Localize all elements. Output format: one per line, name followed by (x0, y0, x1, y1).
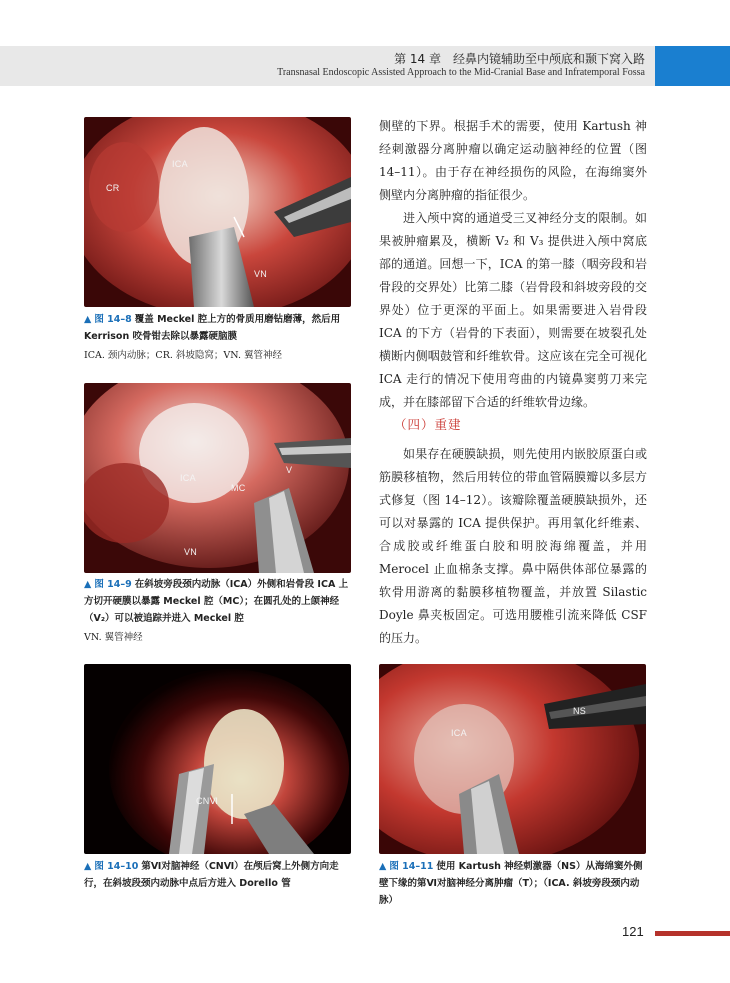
caption-text: 覆盖 Meckel 腔上方的骨质用磨钻磨薄，然后用 Kerrison 咬骨钳去除以暴露硬脑膜 (84, 314, 341, 342)
fig9-label-vn: VN (184, 547, 198, 557)
caption-triangle-icon: ▲ (84, 314, 92, 325)
caption-text: 在斜坡旁段颈内动脉（ICA）外侧和岩骨段 ICA 上方切开硬膜以暴露 Meckel 腔（MC）；在圆孔处的上颌神经（V₂）可以被追踪并进入 Meckel 腔 (84, 579, 349, 624)
caption-triangle-icon: ▲ (84, 579, 92, 590)
caption-number: 图 14–11 (389, 861, 434, 872)
chapter-subtitle: Transnasal Endoscopic Assisted Approach to the Mid-Cranial Base and Infratemporal Fossa (277, 67, 645, 78)
caption-triangle-icon: ▲ (379, 861, 387, 872)
caption-abbreviations: VN. 翼管神经 (84, 632, 143, 643)
caption-number: 图 14–10 (94, 861, 139, 872)
fig11-label-ica: ICA (451, 728, 467, 738)
fig9-label-ica: ICA (180, 473, 196, 483)
caption-number: 图 14–9 (94, 579, 132, 590)
figure-14-9-caption (84, 576, 354, 646)
figure-14-10-image (84, 664, 351, 854)
section-heading-reconstruction: （四）重建 (394, 417, 462, 432)
chapter-title: 第 14 章 经鼻内镜辅助至中颅底和颞下窝入路 (394, 52, 645, 66)
body-text-bottom (379, 443, 647, 650)
body-paragraph-3: 如果存在硬膜缺损，则先使用内嵌胶原蛋白或筋膜移植物，然后用转位的带血管隔膜瓣以多层方式修复（图 14–12）。该瓣除覆盖硬膜缺损外，还可以对暴露的 ICA 提供保护。再用氧化纤维素、合成胶或纤维蛋白胶和明胶海绵覆盖，并用 Merocel 止血棉条支撑。鼻中隔供体部位暴露的软骨用游离的黏膜移植物覆盖，并放置 Silastic Doyle 鼻夹板固定。可选用腰椎引流来降低 CSF 的压力。 (379, 447, 647, 645)
body-paragraph-2: 进入颅中窝的通道受三叉神经分支的限制。如果被肿瘤累及，横断 V₂ 和 V₃ 提供进入颅中窝底部的通道。回想一下，ICA 的第一膝（咽旁段和岩骨段的交界处）比第二膝（岩骨段和斜坡旁段的交界处）位于更深的平面上。如果需要进入岩骨段 ICA 的下方（岩骨的下表面），则需要在坡裂孔处横断内侧咽鼓管和纤维软骨。这应该在完全可视化 ICA 走行的情况下使用弯曲的内镜鼻窦剪刀来完成，并在膝部留下合适的纤维软骨边缘。 (379, 211, 647, 409)
caption-text: 第Ⅵ对脑神经（CNⅥ）在颅后窝上外侧方向走行，在斜坡段颈内动脉中点后方进入 Dorello 管 (84, 861, 339, 889)
caption-number: 图 14–8 (94, 314, 132, 325)
header-color-tab (655, 46, 730, 86)
fig9-label-v: V (286, 465, 293, 475)
figure-14-10-caption (84, 858, 354, 892)
fig11-label-ns: NS (573, 706, 587, 716)
caption-text: 使用 Kartush 神经刺激器（NS）从海绵窦外侧壁下缘的第Ⅵ对脑神经分离肿瘤（T）；（ICA. 斜坡旁段颈内动脉） (379, 861, 643, 906)
body-paragraph-1: 侧壁的下界。根据手术的需要，使用 Kartush 神经刺激器分离肿瘤以确定运动脑神经的位置（图 14–11）。由于存在神经损伤的风险，在海绵窦外侧壁内分离肿瘤的指征很少。 (379, 119, 647, 202)
fig9-label-mc: MC (231, 483, 246, 493)
body-text-top (379, 115, 647, 414)
caption-triangle-icon: ▲ (84, 861, 92, 872)
fig8-label-ica: ICA (172, 159, 188, 169)
caption-abbreviations: ICA. 颈内动脉；CR. 斜坡隐窝；VN. 翼管神经 (84, 350, 282, 361)
fig8-label-cr: CR (106, 183, 120, 193)
fig8-label-vn: VN (254, 269, 268, 279)
page-number: 121 (622, 924, 644, 939)
footer-rule (655, 931, 730, 936)
figure-14-11-image (379, 664, 646, 854)
figure-14-11-caption (379, 858, 649, 909)
figure-14-8-caption (84, 311, 354, 364)
figure-14-9-image (84, 383, 351, 573)
figure-14-8-image (84, 117, 351, 307)
fig10-label-cn6: CNⅥ (196, 796, 219, 806)
